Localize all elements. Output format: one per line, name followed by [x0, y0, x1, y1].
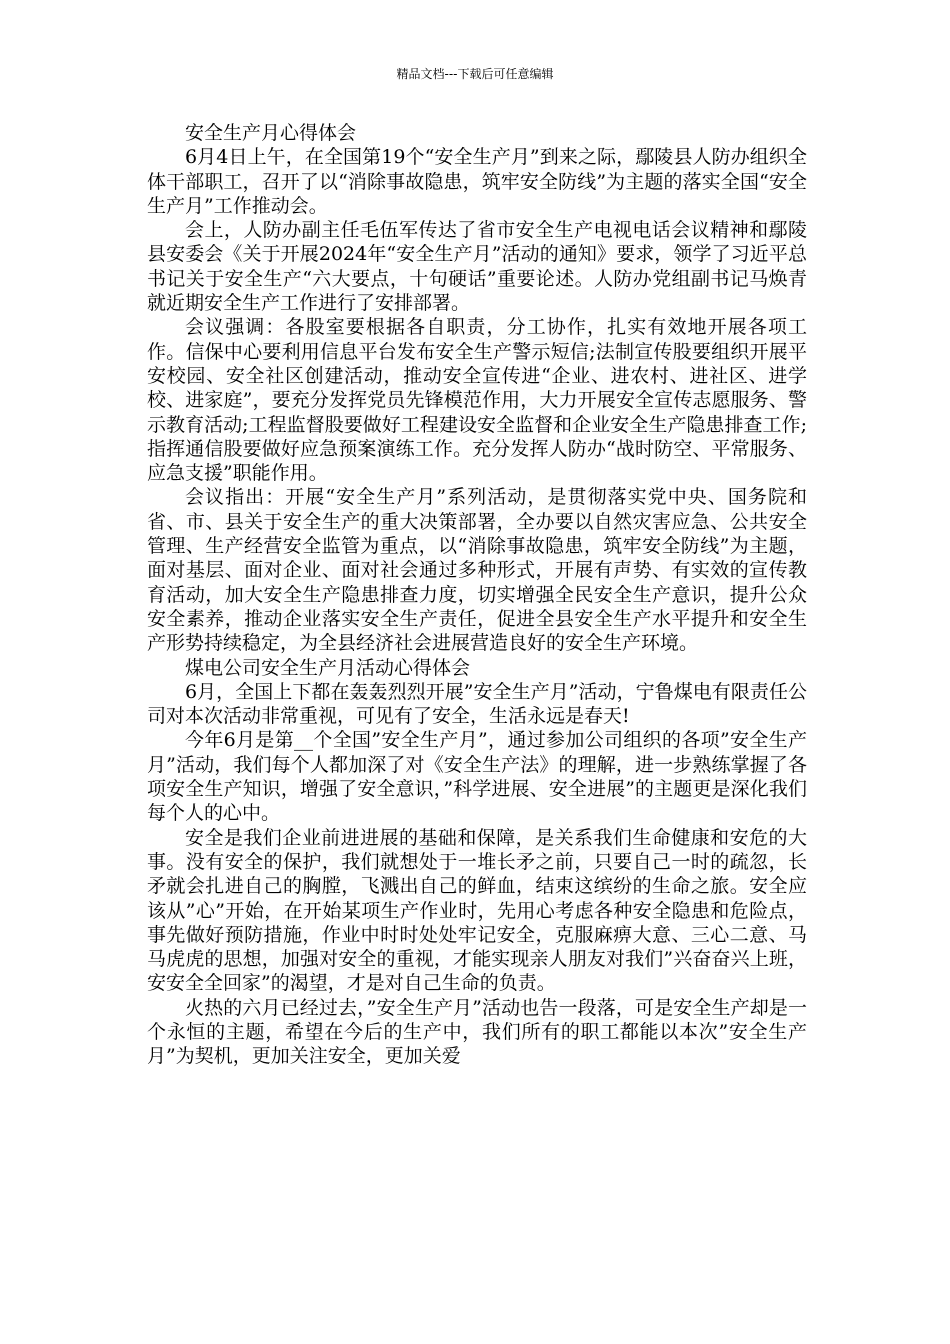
paragraph: 火热的六月已经过去，”安全生产月”活动也告一段落，可是安全生产却是一个永恒的主题，希望在今后的生产中，我们所有的职工都能以本次”安全生产月”为契机，更加关注安全，更加关爱	[147, 996, 807, 1068]
document-body	[147, 121, 807, 1069]
paragraph: 6月4日上午，在全国第19个“安全生产月”到来之际，鄢陵县人防办组织全体干部职工，召开了以“消除事故隐患，筑牢安全防线”为主题的落实全国“安全生产月”工作推动会。	[147, 146, 807, 217]
paragraph: 安全是我们企业前进进展的基础和保障，是关系我们生命健康和安危的大事。没有安全的保护，我们就想处于一堆长矛之前，只要自己一时的疏忽，长矛就会扎进自己的胸膛，飞溅出自己的鲜血，结束这缤纷的生命之旅。安全应该从”心”开始，在开始某项生产作业时，先用心考虑各种安全隐患和危险点，事先做好预防措施，作业中时时处处牢记安全，克服麻痹大意、三心二意、马马虎虎的思想，加强对安全的重视，才能实现亲人朋友对我们”兴奋奋兴上班，安安全全回家”的渴望，才是对自己生命的负责。	[147, 826, 807, 995]
section-title: 煤电公司安全生产月活动心得体会	[185, 656, 471, 679]
page-header: 精品文档---下载后可任意编辑	[396, 67, 554, 81]
paragraph: 会上，人防办副主任毛伍军传达了省市安全生产电视电话会议精神和鄢陵县安委会《关于开展2024年“安全生产月”活动的通知》要求，领学了习近平总书记关于安全生产“六大要点，十句硬话”重要论述。人防办党组副书记马焕青就近期安全生产工作进行了安排部署。	[147, 219, 807, 315]
paragraph: 会议指出：开展“安全生产月”系列活动，是贯彻落实党中央、国务院和省、市、县关于安全生产的重大决策部署，全办要以自然灾害应急、公共安全管理、生产经营安全监管为重点，以“消除事故隐患，筑牢安全防线”为主题，面对基层、面对企业、面对社会通过多种形式，开展有声势、有实效的宣传教育活动，加大安全生产隐患排查力度，切实增强全民安全生产意识，提升公众安全素养，推动企业落实安全生产责任，促进全县安全生产水平提升和安全生产形势持续稳定，为全县经济社会进展营造良好的安全生产环境。	[147, 486, 807, 655]
paragraph: 6月，全国上下都在轰轰烈烈开展”安全生产月”活动，宁鲁煤电有限责任公司对本次活动非常重视，可见有了安全，生活永远是春天!	[147, 680, 807, 728]
paragraph: 今年6月是第__个全国”安全生产月”，通过参加公司组织的各项”安全生产月”活动，我们每个人都加深了对《安全生产法》的理解，进一步熟练掌握了各项安全生产知识，增强了安全意识，”科学进展、安全进展”的主题更是深化我们每个人的心中。	[147, 729, 807, 825]
paragraph: 会议强调：各股室要根据各自职责，分工协作，扎实有效地开展各项工作。信保中心要利用信息平台发布安全生产警示短信;法制宣传股要组织开展平安校园、安全社区创建活动，推动安全宣传进“企业、进农村、进社区、进学校、进家庭”，要充分发挥党员先锋模范作用，大力开展安全宣传志愿服务、警示教育活动;工程监督股要做好工程建设安全监督和企业安全生产隐患排查工作;指挥通信股要做好应急预案演练工作。充分发挥人防办“战时防空、平常服务、应急支援”职能作用。	[147, 316, 807, 485]
article-title: 安全生产月心得体会	[185, 122, 357, 144]
